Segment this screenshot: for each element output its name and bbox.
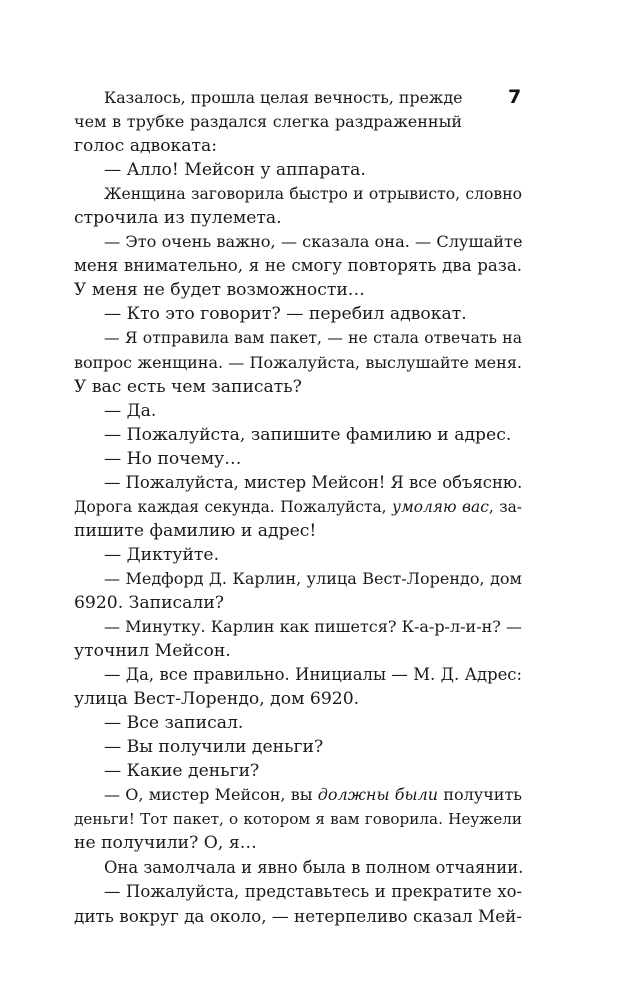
text-segment: — Диктуйте. [104, 544, 220, 565]
text-line [74, 663, 522, 687]
text-segment: — Да. [104, 400, 157, 421]
text-line [74, 639, 522, 663]
text-line [74, 711, 522, 735]
text-segment: У вас есть чем записать? [74, 376, 302, 397]
text-segment: — Все записал. [104, 713, 244, 734]
text-segment: вопрос женщина. — Пожалуйста, выслушайте меня. [74, 352, 522, 372]
text-segment: — Это очень важно, — сказала она. — Слушайте [104, 232, 523, 252]
text-line [74, 230, 522, 254]
text-segment: — Кто это говорит? — перебил адвокат. [104, 304, 467, 325]
text-line [74, 158, 522, 182]
text-segment: Казалось, прошла целая вечность, прежде [104, 88, 463, 107]
text-segment: строчила из пулемета. [74, 208, 282, 229]
text-segment: дить вокруг да около, — нетерпеливо сказал Мей- [74, 905, 522, 926]
text-line [74, 471, 522, 495]
text-line [74, 182, 522, 206]
text-segment: Женщина заговорила быстро и отрывисто, словно [104, 185, 522, 204]
text-line [74, 759, 522, 783]
text-line [74, 519, 522, 543]
text-segment: — Да, все правильно. Инициалы — М. Д. Адрес: [104, 665, 522, 685]
text-line [74, 326, 522, 350]
body-text [74, 86, 522, 928]
emphasis-text: умоляю вас [392, 497, 489, 516]
text-line [74, 831, 522, 855]
text-line [74, 399, 522, 423]
text-line [74, 615, 522, 639]
text-segment: — Пожалуйста, запишите фамилию и адрес. [104, 424, 512, 445]
text-segment: — Какие деньги? [104, 761, 260, 782]
text-line [74, 591, 522, 615]
text-segment: меня внимательно, я не смогу повторять два раза. [74, 256, 522, 276]
text-segment: — Алло! Мейсон у аппарата. [104, 160, 366, 181]
emphasis-text: должны были [317, 785, 439, 805]
text-line [74, 735, 522, 759]
text-line [74, 495, 522, 519]
text-segment: — Минутку. Карлин как пишется? К-а-р-л-и-н? — [104, 617, 522, 637]
text-line [74, 110, 462, 134]
text-segment: — Вы получили деньги? [104, 737, 324, 758]
text-segment: — О, мистер Мейсон, вы [104, 785, 318, 805]
text-segment: — Но почему… [104, 448, 242, 469]
text-line [74, 254, 522, 278]
text-line [74, 302, 522, 326]
text-line [74, 687, 522, 711]
text-segment: У меня не будет возможности… [74, 280, 365, 301]
text-line [74, 206, 522, 230]
text-line [74, 880, 522, 904]
text-segment: — Пожалуйста, представьтесь и прекратите хо- [104, 881, 522, 901]
page-number: 7 [508, 86, 522, 108]
text-segment: — Медфорд Д. Карлин, улица Вест-Лорендо, дом [104, 568, 522, 588]
text-segment: пишите фамилию и адрес! [74, 520, 317, 541]
text-line [74, 447, 522, 471]
text-segment: улица Вест-Лорендо, дом 6920. [74, 689, 360, 710]
text-line [74, 375, 522, 399]
text-segment: уточнил Мейсон. [74, 641, 231, 662]
text-line [74, 278, 522, 302]
text-segment: получить [438, 785, 523, 805]
text-line [74, 351, 522, 375]
text-line [74, 856, 522, 880]
text-segment: 6920. Записали? [74, 592, 224, 613]
text-segment: голос адвоката: [74, 136, 218, 157]
text-segment: — Я отправила вам пакет, — не стала отвечать на [104, 329, 522, 348]
text-line [74, 783, 522, 807]
text-line [74, 86, 462, 110]
text-segment: чем в трубке раздался слегка раздраженный [74, 112, 462, 132]
text-segment: не получили? О, я… [74, 833, 257, 854]
text-line [74, 807, 522, 831]
text-line [74, 423, 522, 447]
text-line [74, 134, 522, 158]
text-segment: деньги! Тот пакет, о котором я вам говорила. Неужели [74, 810, 522, 829]
text-line [74, 904, 522, 928]
text-segment: — Пожалуйста, мистер Мейсон! Я все объясню. [104, 472, 523, 492]
text-segment: Дорога каждая секунда. Пожалуйста, [74, 497, 393, 516]
text-segment: , за- [488, 497, 522, 516]
text-line [74, 543, 522, 567]
text-line [74, 567, 522, 591]
text-segment: Она замолчала и явно была в полном отчаянии. [104, 857, 524, 877]
